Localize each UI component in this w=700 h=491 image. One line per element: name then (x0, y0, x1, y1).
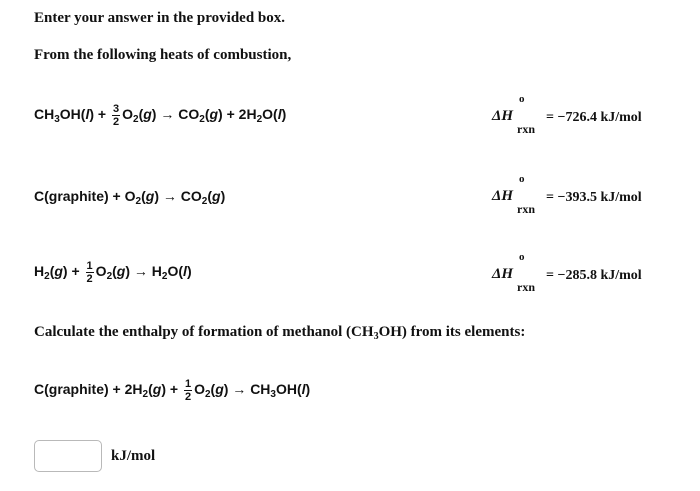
reaction-2-equation: C(graphite) + $O_2(g) \to CO_2(g)$ (34, 188, 226, 207)
reaction-3-equation: $H_2(g)$ + $\frac{1}{2}$ $O_2(g) \to H_2O(l)$ (34, 260, 192, 285)
fraction-three-halves: $\frac{3}{2}$ (112, 103, 120, 128)
reaction-1-equation: $CH_3OH(l)$ + $\frac{3}{2}$ $O_2(g) \to CO_2(g) + 2H_2O(l)$ (34, 103, 287, 128)
question-text: Calculate the enthalpy of formation of methanol $(CH_3OH)$ from its elements: (34, 324, 526, 342)
reaction-3-delta-h: ΔH o rxn (492, 251, 535, 294)
answer-input[interactable] (34, 440, 102, 472)
fraction-one-half: $\frac{1}{2}$ (86, 260, 93, 285)
reaction-2-value: = −393.5 kJ/mol (546, 190, 642, 205)
reaction-1-delta-h: ΔH o rxn (492, 93, 535, 136)
fraction-one-half-target: $\frac{1}{2}$ (184, 378, 192, 403)
answer-unit: kJ/mol (111, 448, 156, 464)
target-reaction-equation: C(graphite) + $2H_2(g)$ + $\frac{1}{2}$ $O_2(g) \to CH_3OH(l)$ (34, 378, 311, 403)
reaction-2-delta-h: ΔH o rxn (492, 173, 535, 216)
reaction-3-value: = −285.8 kJ/mol (546, 268, 642, 283)
reaction-1-value: = −726.4 kJ/mol (546, 110, 642, 125)
intro-text: From the following heats of combustion, (34, 47, 292, 63)
instruction-text: Enter your answer in the provided box. (34, 10, 286, 26)
